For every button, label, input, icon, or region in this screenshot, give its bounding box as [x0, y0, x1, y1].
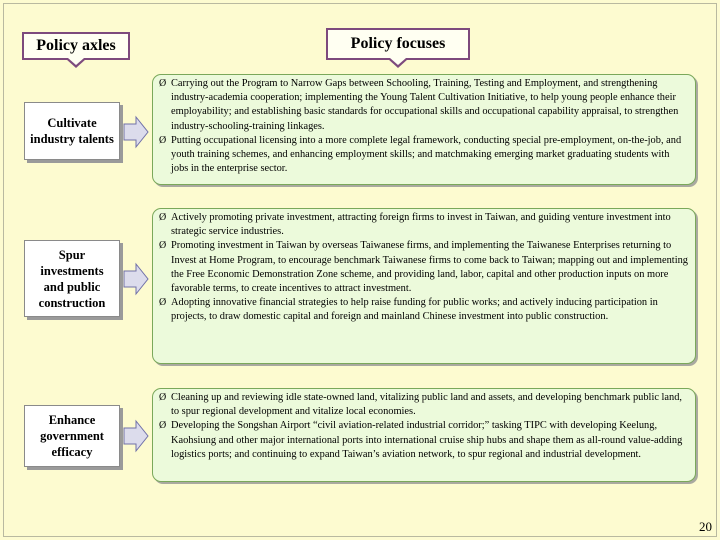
focus-item-text: Actively promoting private investment, attracting foreign firms to invest in Taiwan, and guiding venture investment into strategic service industries. — [171, 212, 671, 238]
focus-item-text: Carrying out the Program to Narrow Gaps between Schooling, Training, Testing and Employment, and strengthening industry-academia cooperation; implementing the Young Talent Cultivation Initiative, to help young people enhance their employability; and establishing basic standards for occupational skills and occupational capability appraisal, to strengthen industry-schooling-training linkages. — [171, 78, 679, 132]
focus-item — [159, 134, 689, 177]
focus-item-text: Cleaning up and reviewing idle state-owned land, vitalizing public land and assets, and developing benchmark public land, to spur regional development and vitalize local economies. — [171, 392, 683, 418]
arrow-bullet-icon: Ø — [159, 240, 167, 252]
policy-axles-header — [22, 32, 130, 60]
axle-label: Cultivate industry talents — [30, 116, 114, 146]
policy-focuses-header — [326, 28, 470, 60]
axle-cultivate-talents — [24, 102, 120, 160]
arrow-bullet-icon: Ø — [159, 297, 167, 309]
arrow-bullet-icon: Ø — [159, 212, 167, 223]
focus-box-government — [152, 388, 696, 482]
focus-box-investments — [152, 208, 696, 364]
focus-item — [159, 419, 689, 462]
axle-label: Enhance government efficacy — [40, 413, 104, 459]
focus-item — [159, 239, 689, 296]
focus-box-talents — [152, 74, 696, 185]
page-number: 20 — [699, 519, 712, 534]
arrow-bullet-icon: Ø — [159, 134, 167, 146]
arrow-bullet-icon: Ø — [159, 392, 167, 403]
policy-focuses-header-label: Policy focuses — [350, 35, 446, 52]
focus-item-text: Developing the Songshan Airport “civil aviation-related industrial corridor;” tasking TIPC with developing Keelung, Kaohsiung and other major international ports into international cruise ship hubs and shape them as all-round value-adding logistics ports; and continuing to expand Taiwan’s aviation network, to spur regional and industrial development. — [171, 420, 683, 460]
focus-item — [159, 391, 689, 419]
arrow-right-icon — [124, 421, 148, 451]
focus-item-text: Adopting innovative financial strategies to help raise funding for public works; and actively inducing participation in projects, to draw domestic capital and foreign and mainland Chinese investment into public construction. — [171, 297, 658, 323]
focus-item-text: Putting occupational licensing into a more complete legal framework, conducting special pre-employment, on-the-job, and youth training schemes, and enhancing employment skills; and matchmaking emerging market graduating students with jobs in the enterprise sector. — [171, 134, 682, 175]
arrow-right-icon — [124, 117, 148, 147]
axle-spur-investments — [24, 240, 120, 317]
arrow-bullet-icon: Ø — [159, 78, 167, 89]
arrow-bullet-icon: Ø — [159, 420, 167, 432]
axle-government-efficacy — [24, 405, 120, 467]
focus-item — [159, 296, 689, 324]
focus-item — [159, 211, 689, 239]
arrow-right-icon — [124, 264, 148, 294]
policy-axles-header-label: Policy axles — [36, 37, 116, 54]
focus-item — [159, 77, 689, 134]
focus-item-text: Promoting investment in Taiwan by overseas Taiwanese firms, and implementing the Taiwanese Enterprises returning to Invest at Home Program, to encourage benchmark Taiwanese firms to come back to Taiwan; mapping out and implementing the Free Economic Demonstration Zone scheme, and providing land, labor, capital and other production inputs on more favorable terms, to create incentives to attract investment. — [171, 240, 688, 295]
axle-label: Spur investments and public construction — [38, 247, 106, 310]
